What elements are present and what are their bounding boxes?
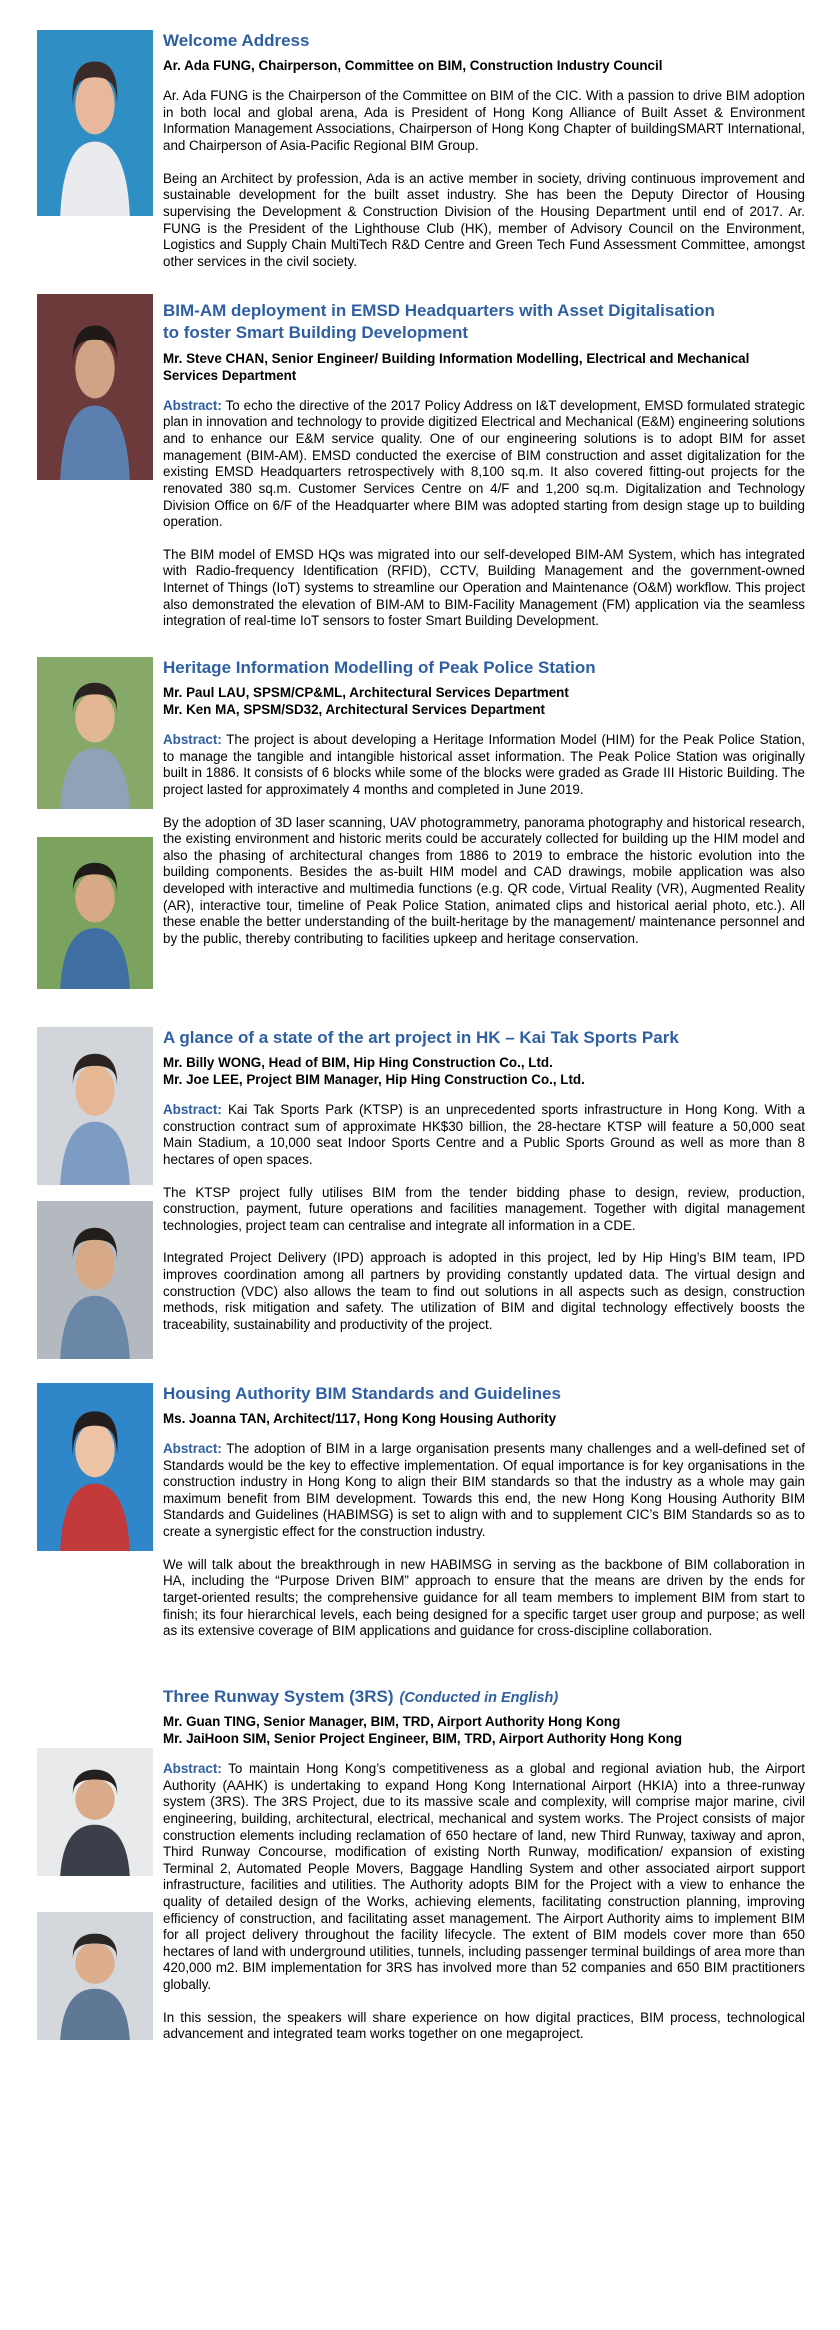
person-portrait-placeholder (37, 294, 153, 480)
session-text (163, 1383, 805, 1640)
person-portrait-placeholder (37, 1027, 153, 1185)
joe-lee-photo (37, 1201, 153, 1359)
session-title-text: BIM-AM deployment in EMSD Headquarters with Asset Digitalisation to foster Smart Building Development (163, 301, 715, 343)
paragraph-text: To maintain Hong Kong’s competitiveness as a global and regional aviation hub, the Airport Authority (AAHK) is undertaking to expand Hong Kong International Airport (HKIA) into a three-runway system (3RS). The 3RS Project, due to its massive scale and complexity, will comprise major marine, civil engineering, building, architectural, electrical, mechanical and system works. The Project consists of major construction elements including reclamation of 650 hectare of land, new Third Runway, taxiway and apron, Third Runway Concourse, modification of existing North Runway, modification/ expansion of existing Terminal 2, Automated People Movers, Baggage Handling System and other associated airport support infrastructure, facilities and utilities. The Authority adopts BIM for the Project with a view to enhance the quality of detailed design of the Works, achieving elements, facilitating construction planning, improving efficiency of construction, and facilitating asset management. The Airport Authority aims to implement BIM for all project delivery throughout the facility lifecycle. The extent of BIM models cover more than 650 hectares of land with underground utilities, tunnels, including passenger terminal buildings of area more than 420,000 m2. BIM implementation for 3RS has involved more than 52 companies and 650 BIM practitioners globally. (163, 1761, 805, 1993)
speaker-name: Mr. Paul LAU, SPSM/CP&ML, Architectural Services Department (163, 684, 569, 700)
session-title-text: Heritage Information Modelling of Peak Police Station (163, 657, 596, 677)
person-portrait-placeholder (37, 30, 153, 216)
photo-column (37, 1027, 153, 1359)
abstract-label: Abstract: (163, 397, 222, 413)
person-portrait-placeholder (37, 1383, 153, 1551)
session-title (163, 1686, 805, 1708)
paragraph-text: To echo the directive of the 2017 Policy Address on I&T development, EMSD formulated strategic plan in innovation and technology to provide digitized Electrical and Mechanical (E&M) engineering solutions and to enhance our E&M service quality. One of our engineering solutions is to adopt BIM for asset management (BIM-AM). EMSD conducted the exercise of BIM construction and asset digitalization for the existing EMSD Headquarters retrospectively with 8,100 sq.m. It also covered fitting-out projects for the renovated 380 sq.m. Customer Services Centre on 4/F and 1,200 sq.m. Digitalization and Technology Division Office on 6/F of the Headquarter where BIM was adopted starting from design stage up to building operation. (163, 397, 806, 530)
paragraph-text: Integrated Project Delivery (IPD) approach is adopted in this project, led by Hip Hing’s BIM team, IPD improves coordination among all partners by providing constantly updated data. The virtual design and construction (VDC) also allows the team to find out solutions in all aspects such as design, construction methods, risk mitigation and safety. The utilization of BIM and digital technology effectively boosts the traceability, sustainability and productivity of the project. (163, 1250, 805, 1332)
abstract-paragraph (163, 398, 805, 531)
speaker-name: Mr. Guan TING, Senior Manager, BIM, TRD, Airport Authority Hong Kong (163, 1713, 621, 1729)
session-title (163, 300, 723, 344)
abstract-label: Abstract: (163, 1441, 222, 1457)
session-title (163, 1027, 805, 1049)
paragraph-text: The adoption of BIM in a large organisation presents many challenges and a well-defined set of Standards would be the key to effective implementation. Of equal importance is for key organisations in the construction industry in Hong Kong to align their BIM standards so that the industry as a whole may gain maximum benefit from BIM development. Towards this end, the new Hong Kong Housing Authority BIM Standards and Guidelines (HABIMSG) is set to align with and to supplement CIC’s BIM Standards so as to create a synergistic effect for the construction industry. (163, 1441, 805, 1540)
abstract-label: Abstract: (163, 732, 222, 748)
session-title-note: (Conducted in English) (399, 1689, 559, 1706)
abstract-label: Abstract: (163, 1761, 222, 1777)
speaker-name: Ms. Joanna TAN, Architect/117, Hong Kong Housing Authority (163, 1410, 557, 1426)
session-three-runway-system (0, 1686, 840, 2043)
session-heritage-peak-police-station (0, 657, 840, 989)
bio-paragraph (163, 171, 805, 271)
abstract-paragraph (163, 1441, 805, 1541)
ada-fung-photo (37, 30, 153, 216)
paragraph-text: Ar. Ada FUNG is the Chairperson of the Committee on BIM of the CIC. With a passion to drive BIM adoption in both local and global arena, Ada is President of Hong Kong Alliance of Built Asset & Environment Information Management Associations, Chairperson of Hong Kong Chapter of buildingSMART International, and Chairperson of Asia-Pacific Regional BIM Group. (163, 88, 805, 154)
abstract-paragraph (163, 547, 805, 630)
person-portrait-placeholder (37, 837, 153, 989)
joanna-tan-photo (37, 1383, 153, 1551)
paragraph-text: We will talk about the breakthrough in new HABIMSG in serving as the backbone of BIM collaboration in HA, including the “Purpose Driven BIM” approach to ensure that the means are driven by the ends for target-oriented results; the comprehensive guidance for all team members to implement BIM from start to finish; its four hierarchical levels, each being designed for a specific target user group and purpose; as well as its extensive coverage of BIM applications and guidance for cross-discipline collaboration. (163, 1556, 805, 1639)
person-portrait-placeholder (37, 657, 153, 809)
session-title (163, 30, 805, 52)
person-portrait-placeholder (37, 1201, 153, 1359)
session-text (163, 30, 805, 270)
speaker-list (163, 684, 805, 718)
paragraph-text: Being an Architect by profession, Ada is an active member in society, driving continuous improvement and sustainable development for the built asset industry. She has been the Deputy Director of Housing supervising the Development & Construction Division of the Housing Department until end of 2017. Ar. FUNG is the President of the Lighthouse Club (HK), member of Advisory Council on the Environment, Logistics and Supply Chain MultiTech R&D Centre and Green Tech Fund Assessment Committee, amongst other services in the civil society. (163, 170, 805, 269)
session-title-text: Welcome Address (163, 31, 310, 50)
photo-column (37, 1383, 153, 1551)
session-title-text: A glance of a state of the art project in HK – Kai Tak Sports Park (163, 1027, 679, 1047)
guan-ting-photo (37, 1748, 153, 1876)
abstract-paragraph (163, 732, 805, 798)
speaker-name: Mr. Ken MA, SPSM/SD32, Architectural Services Department (163, 702, 546, 718)
photo-column (37, 657, 153, 989)
speaker-name: Mr. JaiHoon SIM, Senior Project Engineer, BIM, TRD, Airport Authority Hong Kong (163, 1730, 683, 1746)
bio-paragraph (163, 88, 805, 154)
paragraph-text: Kai Tak Sports Park (KTSP) is an unprecedented sports infrastructure in Hong Kong. With a construction contract sum of approximate HK$30 billion, the 28-hectare KTSP will feature a 50,000 seat Main Stadium, a 10,000 seat Indoor Sports Centre and a Public Sports Ground as well as more than 8 hectares of open spaces. (163, 1102, 805, 1167)
photo-column (37, 1686, 153, 2040)
session-title-text: Housing Authority BIM Standards and Guidelines (163, 1383, 561, 1403)
abstract-paragraph (163, 815, 805, 948)
session-bim-am-emsd (0, 300, 840, 629)
person-portrait-placeholder (37, 1912, 153, 2040)
abstract-label: Abstract: (163, 1102, 222, 1118)
steve-chan-photo (37, 294, 153, 480)
abstract-paragraph (163, 1557, 805, 1640)
abstract-paragraph (163, 1761, 805, 1994)
photo-column (37, 30, 153, 216)
conference-programme-page (0, 30, 840, 2043)
person-portrait-placeholder (37, 1748, 153, 1876)
session-text (163, 300, 805, 629)
abstract-paragraph (163, 2010, 805, 2043)
ken-ma-photo (37, 837, 153, 989)
paragraph-text: The BIM model of EMSD HQs was migrated into our self-developed BIM-AM System, which has integrated with Radio-frequency Identification (RFID), CCTV, Building Management and the government-owned Internet of Things (IoT) systems to streamline our Operation and Maintenance (O&M) workflow. This project also demonstrated the elevation of BIM-AM to BIM-Facility Management (FM) application via the seamless integration of real-time IoT sensors to foster Smart Building Development. (163, 546, 805, 629)
session-text (163, 1027, 805, 1334)
speaker-list (163, 1054, 805, 1088)
session-housing-authority-bim-standards (0, 1383, 840, 1640)
jaihoon-sim-photo (37, 1912, 153, 2040)
speaker-name: Mr. Steve CHAN, Senior Engineer/ Building Information Modelling, Electrical and Mechanical Services Department (163, 350, 750, 383)
abstract-paragraph (163, 1185, 805, 1235)
paul-lau-photo (37, 657, 153, 809)
session-kai-tak-sports-park (0, 1027, 840, 1359)
speaker-list (163, 1410, 805, 1427)
speaker-list (163, 1713, 805, 1747)
speaker-name: Ar. Ada FUNG, Chairperson, Committee on BIM, Construction Industry Council (163, 58, 663, 74)
paragraph-text: The KTSP project fully utilises BIM from the tender bidding phase to design, review, production, construction, payment, future operations and facilities management. Together with digital management technologies, project team can centralise and integrate all information in a CDE. (163, 1184, 805, 1233)
session-title-text: Three Runway System (3RS) (163, 1686, 394, 1706)
session-welcome-address (0, 30, 840, 270)
speaker-name: Mr. Billy WONG, Head of BIM, Hip Hing Construction Co., Ltd. (163, 1054, 553, 1070)
session-title (163, 657, 805, 679)
photo-column (37, 300, 153, 480)
paragraph-text: The project is about developing a Heritage Information Model (HIM) for the Peak Police Station, to manage the tangible and intangible historical asset information. The Peak Police Station was originally built in 1886. It consists of 6 blocks while some of the blocks were graded as Grade III Historic Building. The project lasted for approximately 4 months and completed in June 2019. (163, 732, 805, 797)
session-text (163, 1686, 805, 2043)
speaker-list (163, 350, 805, 384)
session-text (163, 657, 805, 948)
session-title (163, 1383, 805, 1405)
billy-wong-photo (37, 1027, 153, 1185)
speaker-list (163, 57, 805, 74)
speaker-name: Mr. Joe LEE, Project BIM Manager, Hip Hing Construction Co., Ltd. (163, 1072, 585, 1088)
paragraph-text: In this session, the speakers will share experience on how digital practices, BIM process, technological advancement and integrated team works together on one megaproject. (163, 2009, 805, 2042)
paragraph-text: By the adoption of 3D laser scanning, UAV photogrammetry, panorama photography and historical research, the existing environment and historic merits could be accurately collected for building up the HIM model and also the phasing of architectural changes from 1886 to 2019 to embrace the historic evolution into the building components. Besides the as-built HIM model and CAD drawings, mobile application was also developed with interactive and multimedia functions (e.g. QR code, Virtual Reality (VR), Augmented Reality (AR), interactive tour, timeline of Peak Police Station, animated clips and historical aerial photo, etc.). All these enable the better understanding of the built-heritage by the management/ maintenance personnel and by the public, thereby contributing to facilities upkeep and heritage conservation. (163, 814, 805, 946)
abstract-paragraph (163, 1102, 805, 1168)
abstract-paragraph (163, 1250, 805, 1333)
